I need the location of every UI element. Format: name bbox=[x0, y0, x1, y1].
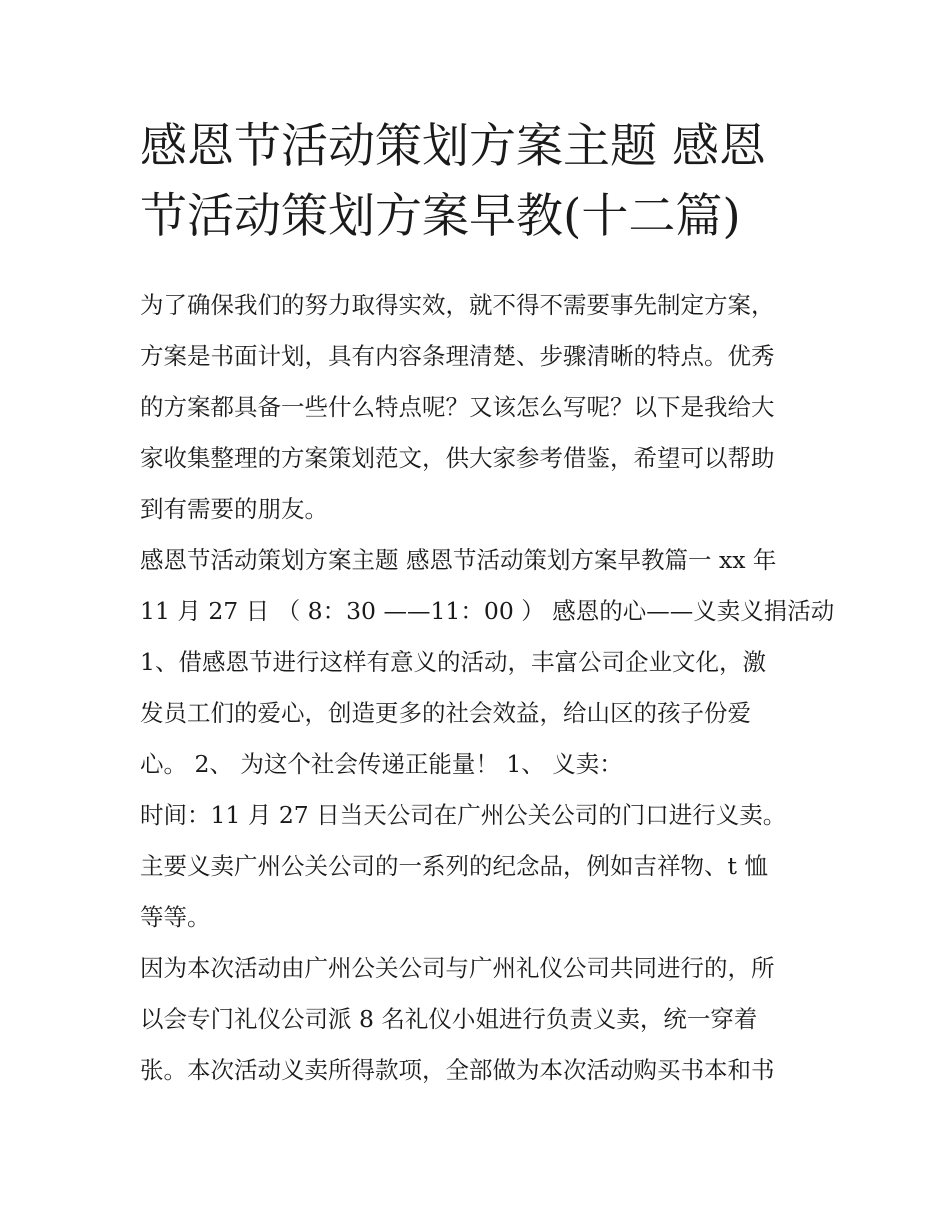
body-line: 感恩节活动策划方案主题 感恩节活动策划方案早教篇一 xx 年 bbox=[140, 546, 777, 574]
body-line: 等等。 bbox=[140, 903, 211, 931]
title-line: 节活动策划方案早教(十二篇) bbox=[140, 189, 741, 244]
body-line: 心。 2、 为这个社会传递正能量！ 1、 义卖： bbox=[140, 750, 623, 778]
document-title bbox=[140, 112, 820, 252]
title-line: 感恩节活动策划方案主题 感恩 bbox=[140, 119, 766, 174]
body-line: 1、借感恩节进行这样有意义的活动，丰富公司企业文化，激 bbox=[140, 648, 766, 676]
body-line: 因为本次活动由广州公关公司与广州礼仪公司共同进行的，所 bbox=[140, 954, 775, 982]
body-line: 以会专门礼仪公司派 8 名礼仪小姐进行负责义卖，统一穿着 bbox=[140, 1005, 758, 1033]
body-line: 张。本次活动义卖所得款项，全部做为本次活动购买书本和书 bbox=[140, 1056, 775, 1084]
body-line: 时间：11 月 27 日当天公司在广州公关公司的门口进行义卖。 bbox=[140, 801, 787, 829]
body-line: 家收集整理的方案策划范文，供大家参考借鉴，希望可以帮助 bbox=[140, 444, 775, 472]
body-line: 到有需要的朋友。 bbox=[140, 495, 328, 523]
document-body bbox=[140, 280, 835, 1096]
body-line: 的方案都具备一些什么特点呢？又该怎么写呢？以下是我给大 bbox=[140, 393, 775, 421]
body-line: 11 月 27 日 （ 8：30 ——11：00 ） 感恩的心——义卖义捐活动 bbox=[140, 597, 835, 625]
body-line: 发员工们的爱心，创造更多的社会效益，给山区的孩子份爱 bbox=[140, 699, 751, 727]
body-line: 方案是书面计划，具有内容条理清楚、步骤清晰的特点。优秀 bbox=[140, 342, 775, 370]
body-line: 为了确保我们的努力取得实效，就不得不需要事先制定方案， bbox=[140, 291, 775, 319]
body-line: 主要义卖广州公关公司的一系列的纪念品，例如吉祥物、t 恤 bbox=[140, 852, 768, 880]
